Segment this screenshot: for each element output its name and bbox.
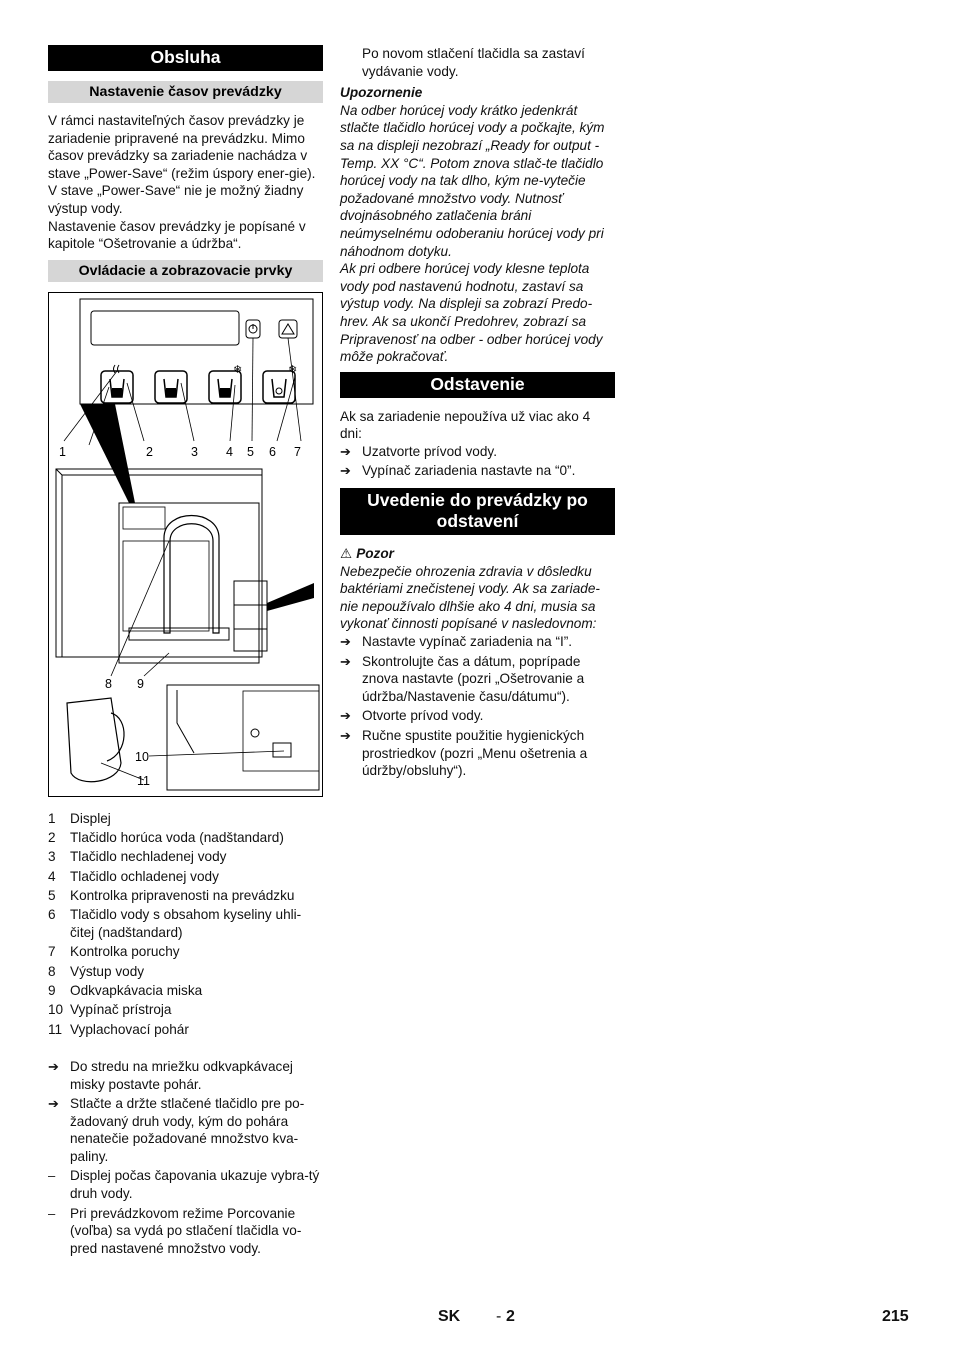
section-title-restart: Uvedenie do prevádzky po odstavení <box>340 488 615 535</box>
water-outlet-arch <box>164 515 219 633</box>
legend-item: 10 Vypínač prístroja <box>48 1002 172 1018</box>
shutdown-steps <box>340 443 615 480</box>
step-item: ➔ Skontrolujte čas a dátum, poprípade znova nastavte (pozri „Ošetrovanie a údržba/Nastavenie času/dátumu“). <box>340 653 585 704</box>
legend-item: 3 Tlačidlo nechladenej vody <box>48 849 227 865</box>
warning-triangle-icon: ⚠ <box>340 546 353 562</box>
chilled-water-button-icon <box>209 363 242 403</box>
figure-label-1: 1 <box>59 444 66 459</box>
step-item: ➔ Otvorte prívod vody. <box>340 708 484 724</box>
note-title: Upozornenie <box>340 85 423 101</box>
operating-times-text: V rámci nastaviteľných časov prevádzky je zariadenie pripravené na prevádzku. Mimo časov prevádzky sa zariadenie nachádza v stave „Power-Save“ (režim úspory ener-gie). V stave „Power-Save“ nie je možný žiadny výstup vody. <box>48 113 316 216</box>
step-item: ➔ Vypínač zariadenia nastavte na “0”. <box>340 463 576 479</box>
step-item: ➔ Ručne spustite použitie hygienických prostriedkov (pozri „Menu ošetrenia a údržby/obsluhy“). <box>340 728 588 779</box>
warning-title-row <box>340 545 615 563</box>
subsection-title-controls: Ovládacie a zobrazovacie prvky <box>48 260 323 282</box>
legend-item: 9 Odkvapkávacia miska <box>48 983 203 999</box>
figure-label-5: 5 <box>247 444 254 459</box>
step-item: – Pri prevádzkovom režime Porcovanie (voľba) sa vydá po stlačení tlačidla vo-pred nastavené množstvo vody. <box>48 1205 302 1256</box>
step-item: ➔ Stlačte a držte stlačené tlačidlo pre po-žadovaný druh vody, kým do pohára nenatečie požadované množstvo kva-paliny. <box>48 1096 305 1164</box>
footer-section-page: 2 <box>506 1308 515 1325</box>
figure-label-9: 9 <box>137 676 144 691</box>
callout-wedge <box>80 404 135 503</box>
svg-text:❄: ❄ <box>233 362 243 376</box>
operating-times-reference: Nastavenie časov prevádzky je popísané v kapitole “Ošetrovanie a údržba“. <box>48 218 306 252</box>
figure-label-8: 8 <box>105 676 112 691</box>
footer-dash: - <box>496 1308 502 1325</box>
step-item: ➔ Uzatvorte prívod vody. <box>340 443 497 459</box>
figure-label-6: 6 <box>269 444 276 459</box>
rinse-cup-icon <box>67 698 121 782</box>
svg-text:❄: ❄ <box>288 362 298 376</box>
section-title-obsluha: Obsluha <box>48 45 323 71</box>
legend-item: 6 Tlačidlo vody s obsahom kyseliny uhli-čitej (nadštandard) <box>48 907 302 940</box>
left-column <box>48 45 323 1259</box>
legend-item: 2 Tlačidlo horúca voda (nadštandard) <box>48 830 284 846</box>
legend-item: 7 Kontrolka poruchy <box>48 944 180 960</box>
figure-label-3: 3 <box>191 444 198 459</box>
legend-item: 4 Tlačidlo ochladenej vody <box>48 868 219 884</box>
figure-label-10: 10 <box>135 749 149 764</box>
legend-list <box>48 809 323 1039</box>
figure-label-4: 4 <box>226 444 233 459</box>
note-text-2: Ak pri odbere horúcej vody klesne teplota vody pod nastavenú hodnotu, zastaví sa výstup vody. Na displeji sa zobrazí Predo-hrev. Ak sa ukončí Predohrev, zobrazí sa Pripravenosť na odber - odber horúcej vody môže pokračovať. <box>340 261 603 365</box>
right-column <box>340 45 615 782</box>
continued-text: Po novom stlačení tlačidla sa zastaví vydávanie vody. <box>362 46 585 79</box>
shutdown-text: Ak sa zariadenie nepoužíva už viac ako 4 dni: <box>340 408 591 442</box>
note-text-1: Na odber horúcej vody krátko jedenkrát stlačte tlačidlo horúcej vody a počkajte, kým sa na displeji nezobrazí „Ready for output - Temp. XX °C“. Potom znova stlač-te tlačidlo horúcej vody na tak dlho, kým ne-vytečie požadované množstvo vody. Nutnosť dvojnásobného zatlačenia bráni neúmyselnému odoberaniu horúcej vody pri náhodnom dotyku. <box>340 102 605 259</box>
subsection-title-operating-times: Nastavenie časov prevádzky <box>48 81 323 103</box>
footer-language: SK <box>438 1308 461 1325</box>
legend-item: 8 Výstup vody <box>48 963 145 979</box>
section-title-odstavenie: Odstavenie <box>340 372 615 398</box>
figure-label-11: 11 <box>137 773 150 788</box>
figure-label-7: 7 <box>294 444 301 459</box>
warning-text: Nebezpečie ohrozenia zdravia v dôsledku baktériami znečistenej vody. Ak sa zariade-nie nepoužívalo dlhšie ako 4 dni, musia sa vykonať činnosti popísané v nasledovnom: <box>340 563 600 632</box>
step-item: ➔ Nastavte vypínač zariadenia na “I”. <box>340 634 573 650</box>
legend-item: 11 Vyplachovací pohár <box>48 1021 189 1037</box>
operation-steps <box>48 1058 323 1258</box>
fault-lamp-icon <box>279 320 297 338</box>
power-switch-icon <box>251 729 259 737</box>
step-item: ➔ Do stredu na mriežku odkvapkávacej misky postavte pohár. <box>48 1058 293 1092</box>
step-item: – Displej počas čapovania ukazuje vybra-tý druh vody. <box>48 1168 320 1202</box>
figure-label-2: 2 <box>146 444 153 459</box>
legend-item: 5 Kontrolka pripravenosti na prevádzku <box>48 887 295 903</box>
footer-page-number: 215 <box>882 1308 909 1325</box>
warning-title: Pozor <box>356 546 394 562</box>
device-figure <box>48 292 323 797</box>
device-illustration <box>49 293 324 798</box>
restart-steps <box>340 633 615 780</box>
device-body <box>56 469 262 657</box>
display-panel <box>91 311 239 345</box>
legend-item: 1 Displej <box>48 810 111 826</box>
drip-tray <box>129 628 229 640</box>
